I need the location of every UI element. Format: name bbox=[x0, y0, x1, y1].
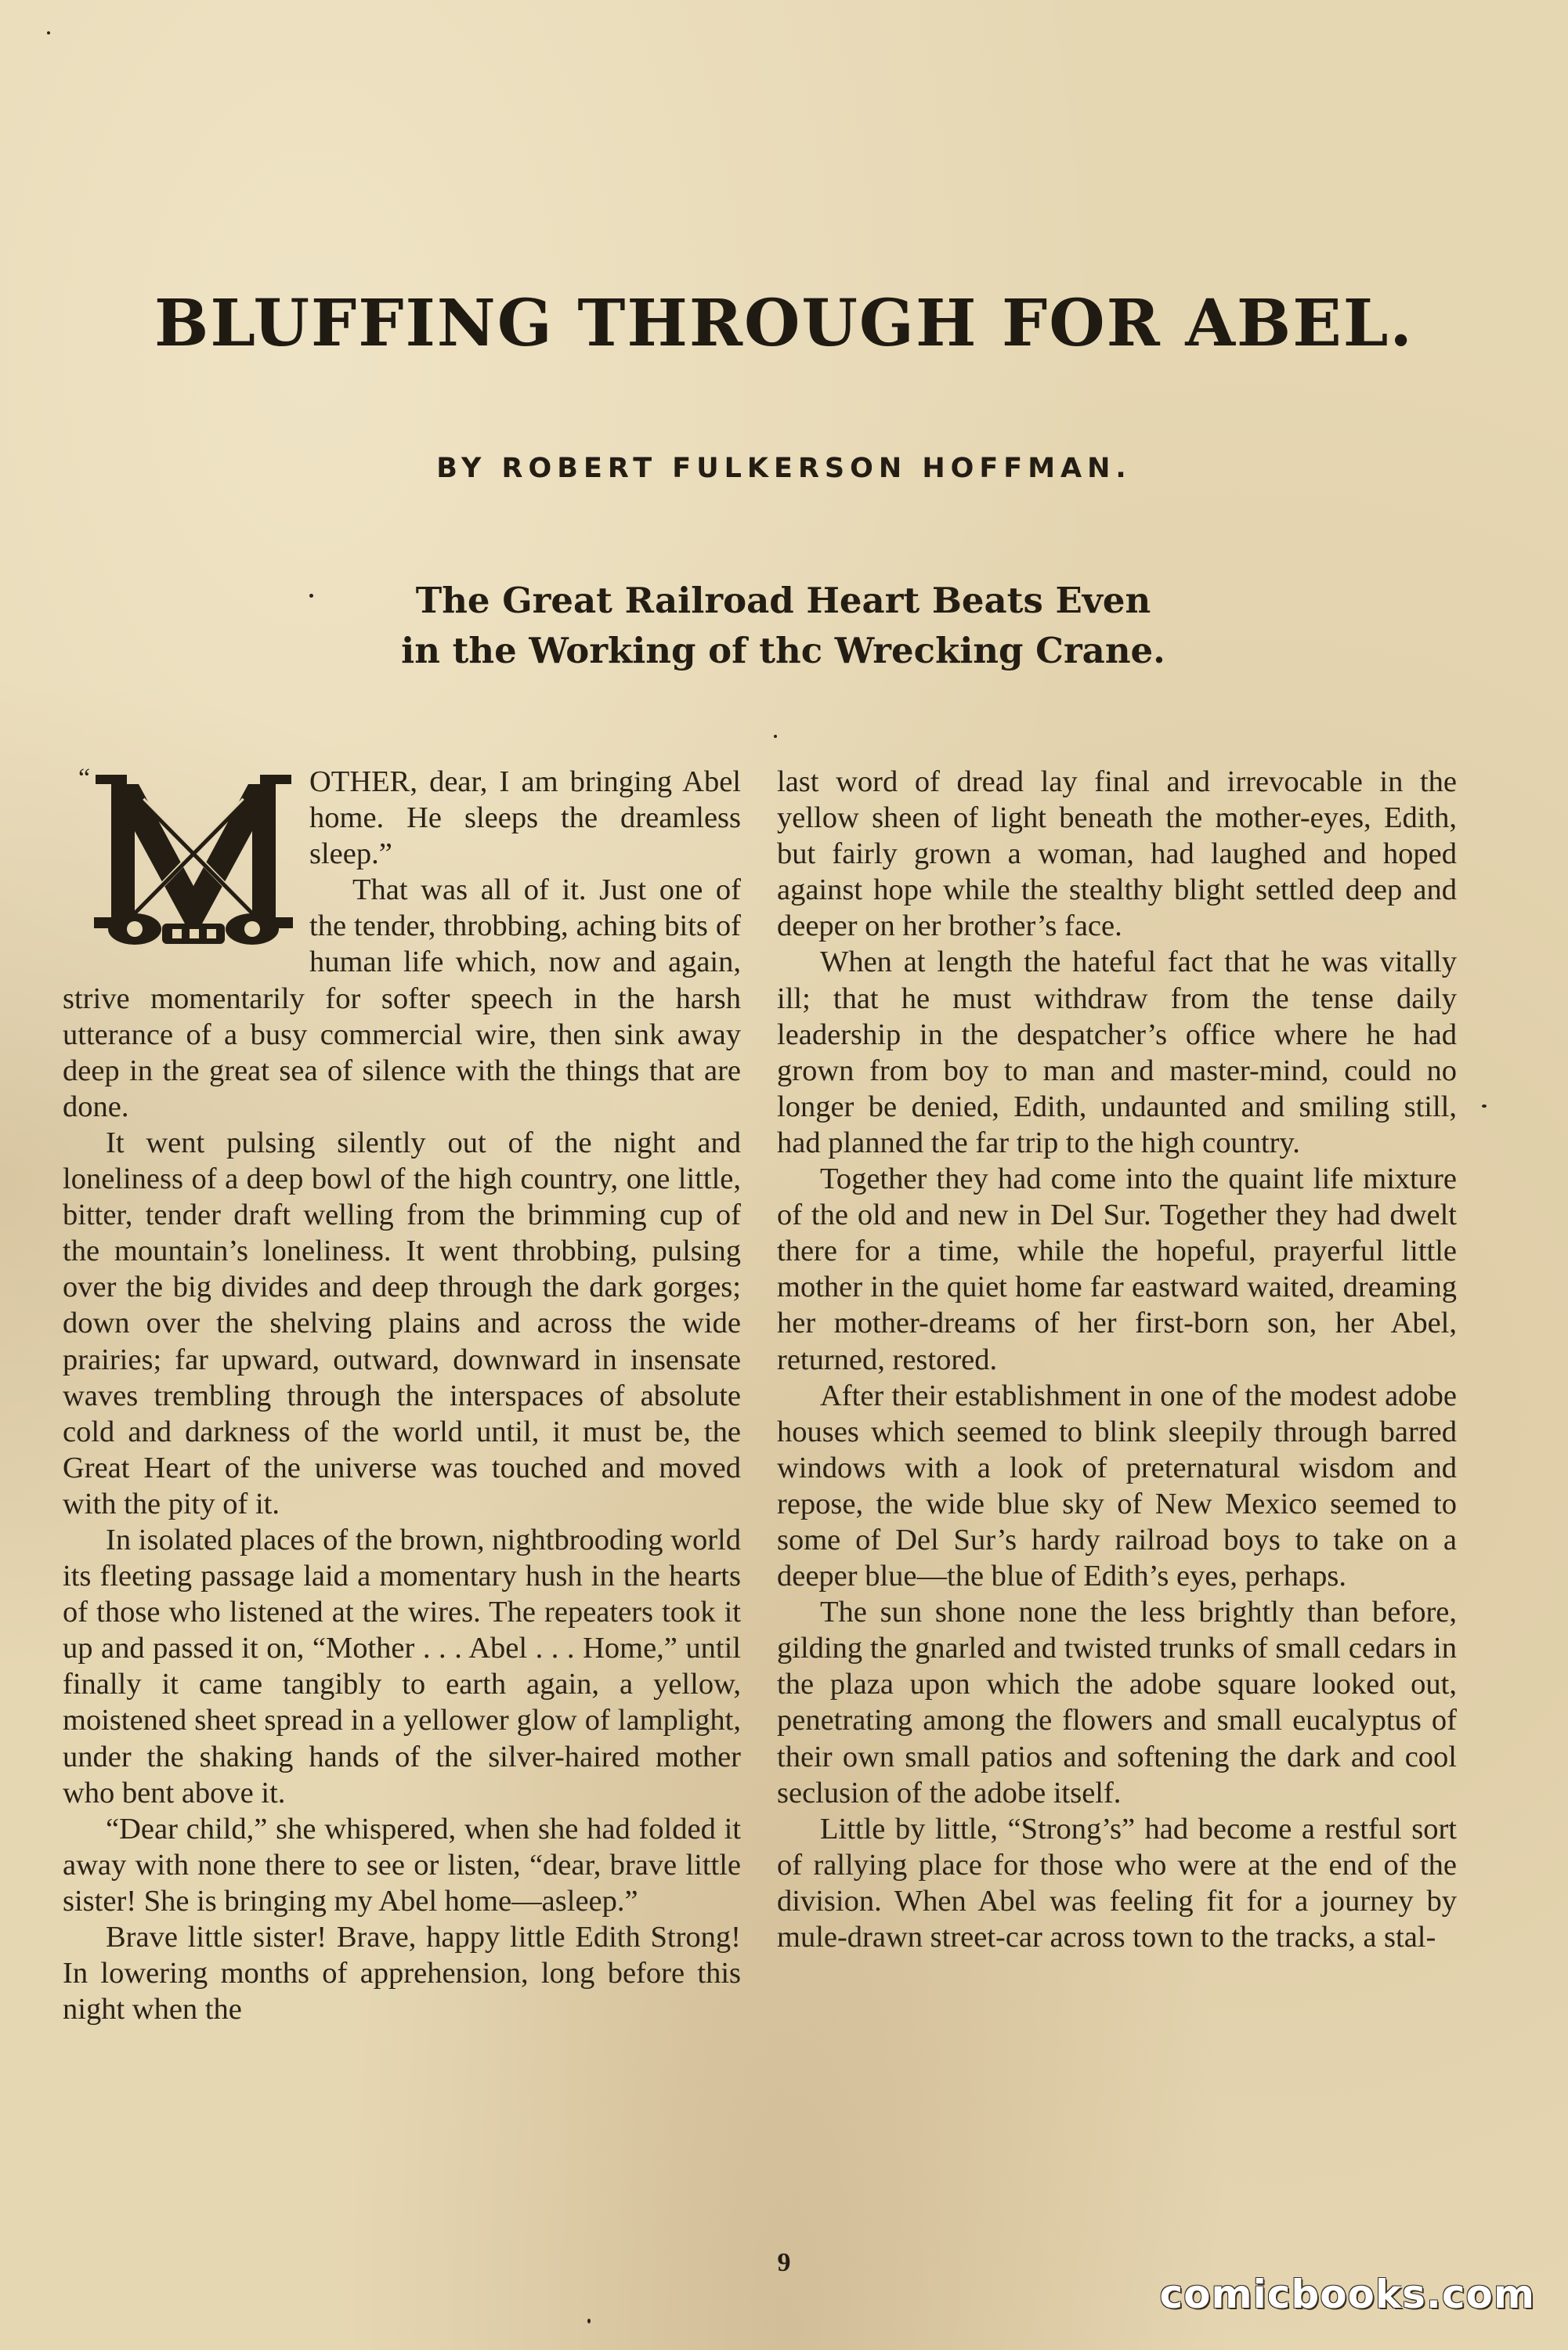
page-number: 9 bbox=[777, 2248, 791, 2277]
paragraph: When at length the hateful fact that he was vitally ill; that he must withdraw from the tense daily leadership in the despatcher’s office where he had grown from boy to man and master-mind, could no longer be denied, Edith, undaunted and smiling still, had planned the far trip to the high country. bbox=[777, 945, 1457, 1159]
opening-quote-mark: “ bbox=[78, 764, 91, 793]
paper-speck bbox=[309, 594, 313, 598]
paper-speck bbox=[774, 735, 777, 738]
paragraph: Brave little sister! Brave, happy little Edith Strong! In lowering months of apprehension, long before this night when the bbox=[63, 1921, 741, 2026]
article-title: BLUFFING THROUGH FOR ABEL. bbox=[154, 286, 1414, 361]
article-subtitle bbox=[313, 576, 1253, 676]
paragraph: last word of dread lay final and irrevocable in the yellow sheen of light beneath the mother-eyes, Edith, but fairly grown a woman, had laughed and hoped against hope while the stealthy blight settled deep and deeper on her brother’s face. bbox=[777, 765, 1457, 943]
left-column bbox=[63, 764, 741, 2027]
ornamental-letter-icon bbox=[88, 768, 299, 950]
watermark-logo: comicbooks.com bbox=[1159, 2272, 1535, 2317]
paragraph: Little by little, “Strong’s” had become a restful sort of rallying place for those who were at the end of the division. When Abel was feeling fit for a journey by mule-drawn street-car across town to the tracks, a stal- bbox=[777, 1812, 1457, 1954]
paragraph: OTHER, dear, I am bringing Abel home. He sleeps the dreamless sleep.” bbox=[309, 765, 741, 871]
subtitle-line-2: in the Working of thc Wrecking Crane. bbox=[401, 630, 1165, 671]
paragraph: The sun shone none the less brightly than before, gilding the gnarled and twisted trunks of small cedars in the plaza upon which the adobe square looked out, penetrating among the flowers and small eucalyptus of their own small patios and softening the dark and cool seclusion of the adobe itself. bbox=[777, 1596, 1457, 1810]
paper-speck bbox=[47, 31, 50, 34]
paper-speck bbox=[1482, 1104, 1487, 1108]
paragraph: After their establishment in one of the modest adobe houses which seemed to blink sleepily through barred windows with a look of preternatural wisdom and repose, the wide blue sky of New Mexico seemed to some of Del Sur’s hardy railroad boys to take on a deeper blue—the blue of Edith’s eyes, perhaps. bbox=[777, 1379, 1457, 1593]
paragraph: “Dear child,” she whispered, when she had folded it away with none there to see or listen, “dear, brave little sister! She is bringing my Abel home—asleep.” bbox=[63, 1812, 741, 1918]
paragraph: That was all of it. Just one of the tender, throbbing, aching bits of human life which, now and again, strive momentarily for softer speech in the harsh utterance of a busy commercial wire, then sink away deep in the great sea of silence with the things that are done. bbox=[63, 873, 741, 1123]
paragraph: Together they had come into the quaint life mixture of the old and new in Del Sur. Together they had dwelt there for a time, while the hopeful, prayerful little mother in the quiet home far eastward waited, dreaming her mother-dreams of her first-born son, her Abel, returned, restored. bbox=[777, 1162, 1457, 1376]
author-byline: BY ROBERT FULKERSON HOFFMAN. bbox=[436, 453, 1132, 484]
subtitle-line-1: The Great Railroad Heart Beats Even bbox=[415, 580, 1151, 621]
drop-cap-illustration bbox=[63, 764, 294, 950]
paragraph: It went pulsing silently out of the night and loneliness of a deep bowl of the high country, one little, bitter, tender draft welling from the brimming cup of the mountain’s loneliness. It went throbbing, pulsing over the big divides and deep through the dark gorges; down over the shelving plains and across the wide prairies; far upward, outward, downward in insensate waves trembling through the interspaces of absolute cold and darkness of the world until, it must be, the Great Heart of the universe was touched and moved with the pity of it. bbox=[63, 1126, 741, 1520]
paragraph: In isolated places of the brown, nightbrooding world its fleeting passage laid a momentary hush in the hearts of those who listened at the wires. The repeaters took it up and passed it on, “Mother . . . Abel . . . Home,” until finally it came tangibly to earth again, a yellow, moistened sheet spread in a yellower glow of lamplight, under the shaking hands of the silver-haired mother who bent above it. bbox=[63, 1523, 741, 1810]
right-column bbox=[777, 764, 1457, 1955]
paper-speck bbox=[587, 2319, 591, 2323]
